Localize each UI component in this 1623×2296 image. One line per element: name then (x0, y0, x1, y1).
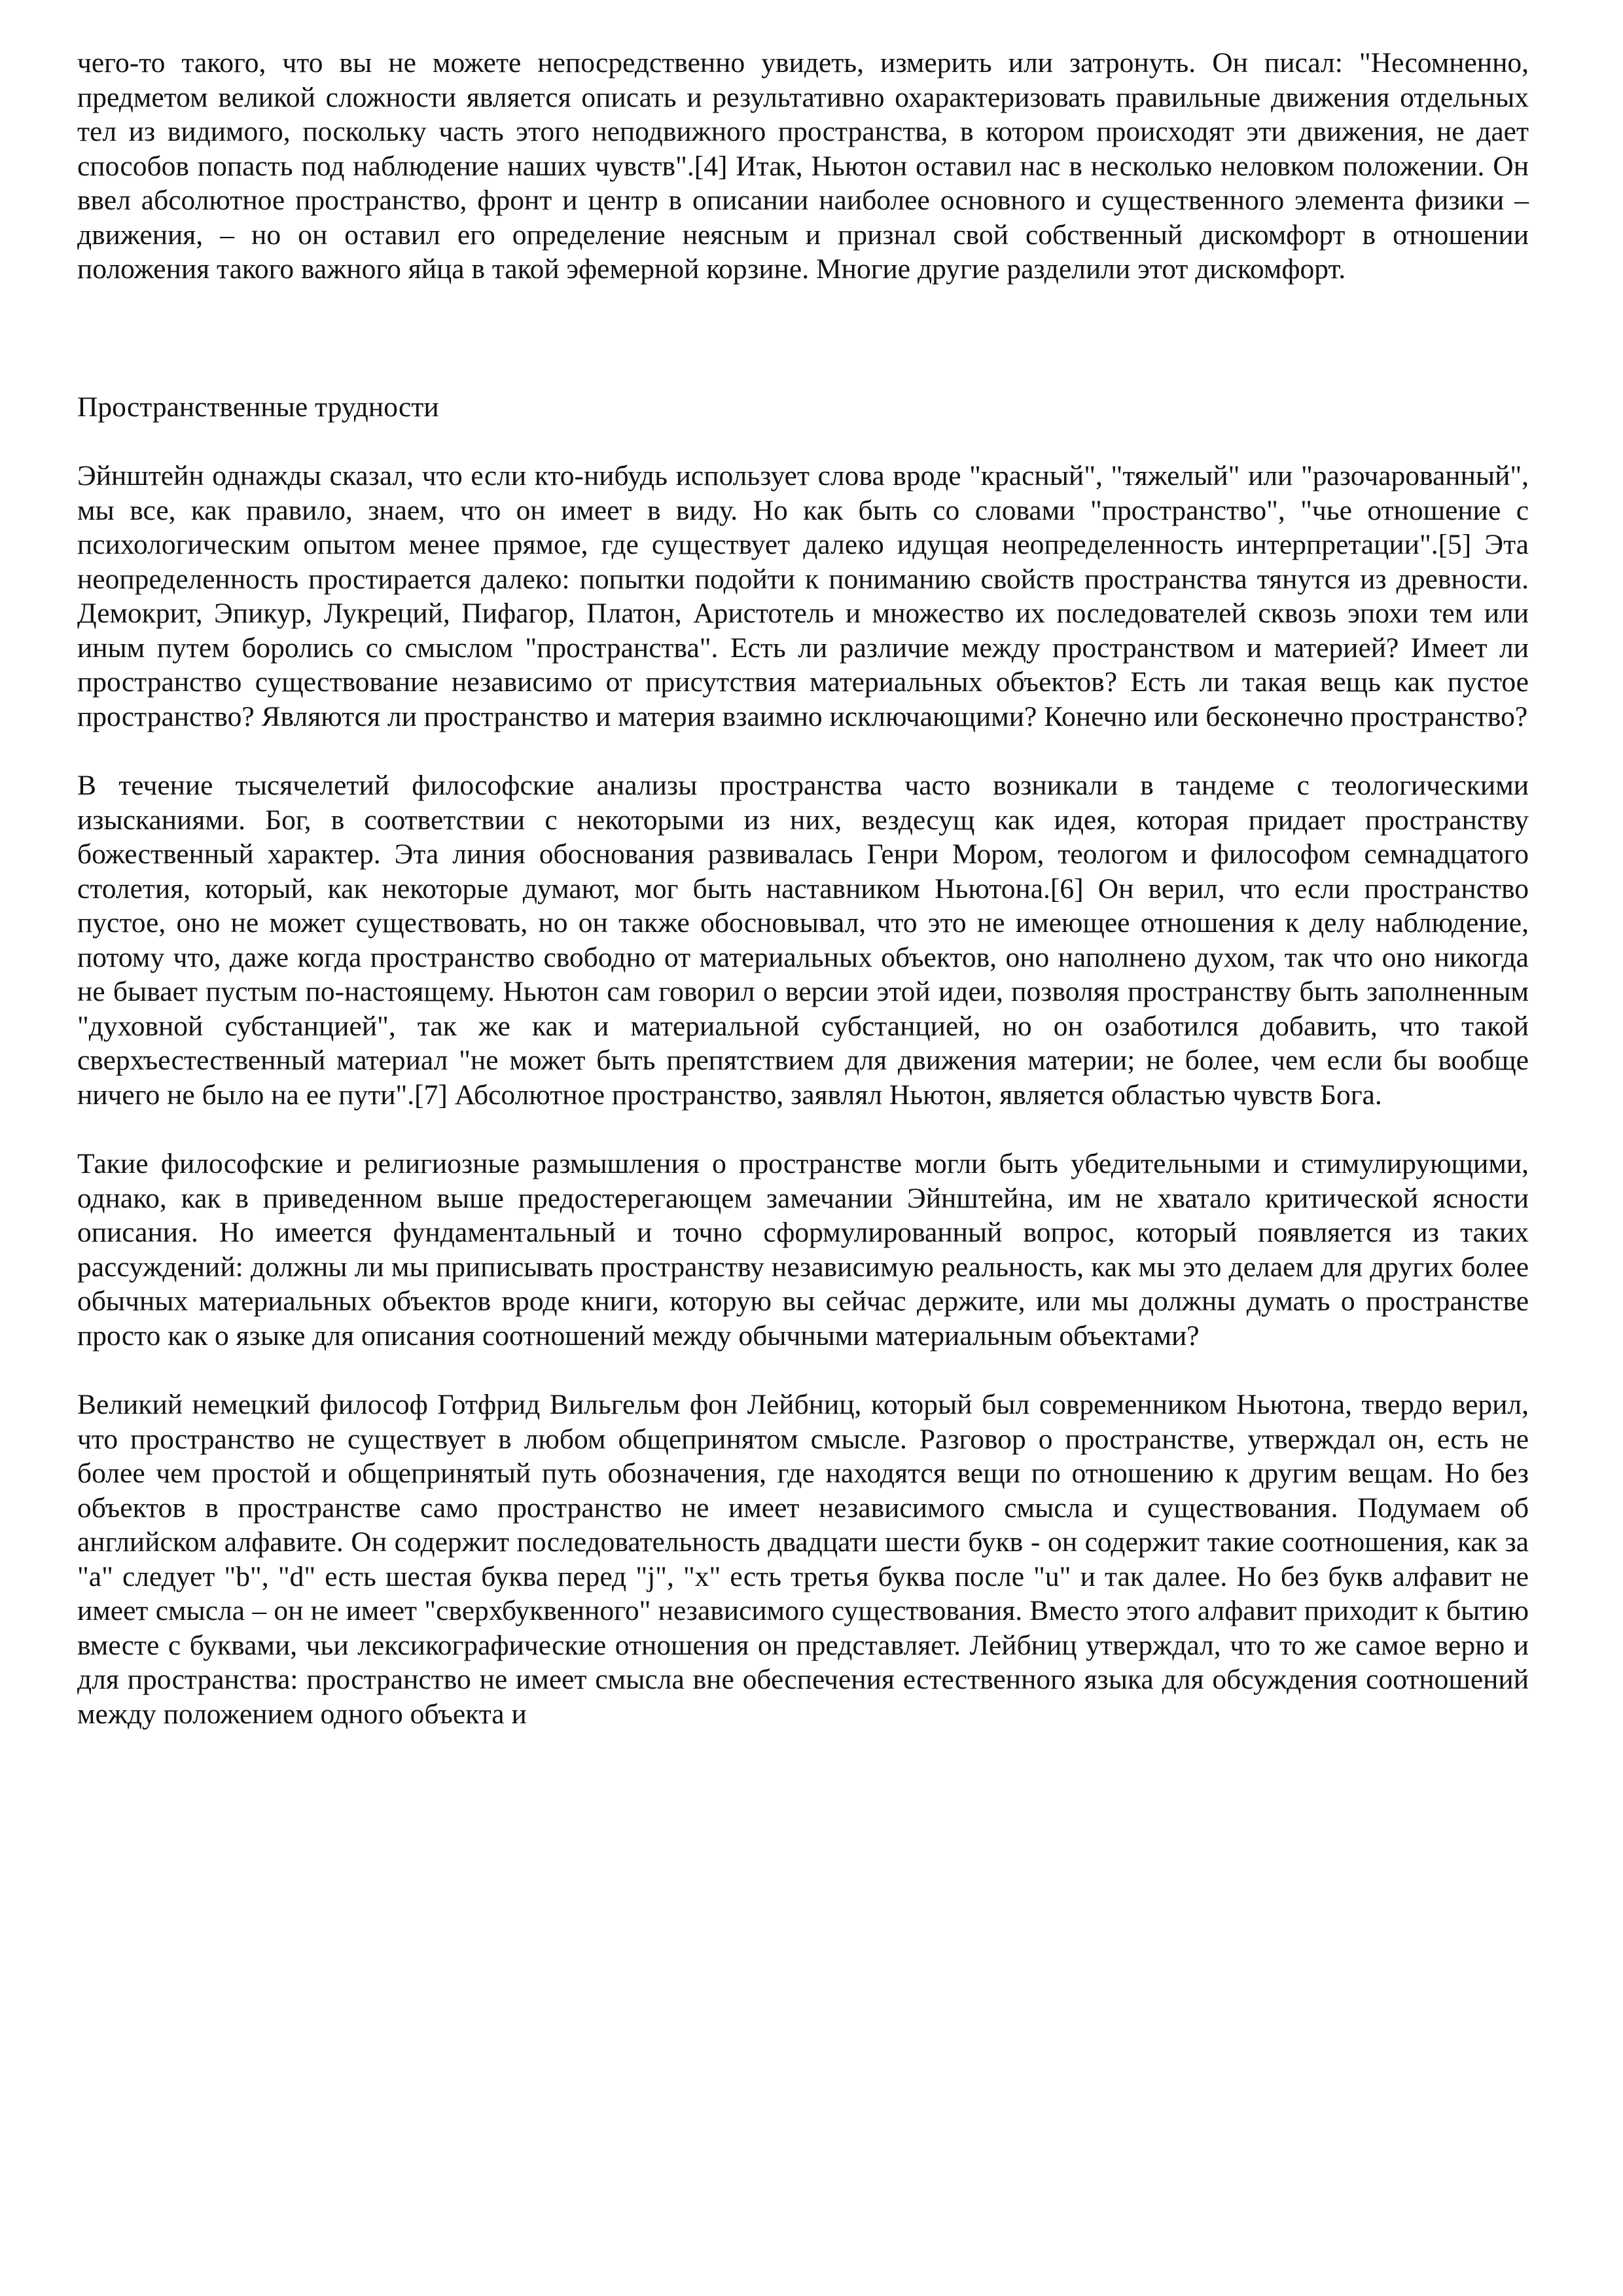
paragraph-3: Такие философские и религиозные размышления о пространстве могли быть убедительными и стимулирующими, однако, как в приведенном выше предостерегающем замечании Эйнштейна, им не хватало критической ясности описания. Но имеется фундаментальный и точно сформулированный вопрос, который появляется из таких рассуждений: должны ли мы приписывать пространству независимую реальность, как мы это делаем для других более обычных материальных объектов вроде книги, которую вы сейчас держите, или мы должны думать о пространстве просто как о языке для описания соотношений между обычными материальным объектами? (77, 1148, 1529, 1352)
paragraph-1: Эйнштейн однажды сказал, что если кто-нибудь использует слова вроде "красный", "тяжелый" или "разочарованный", мы все, как правило, знаем, что он имеет в виду. Но как быть со словами "пространство", "чье отношение с психологическим опытом менее прямое, где существует далеко идущая неопределенность интерпретации".[5] Эта неопределенность простирается далеко: попытки подойти к пониманию свойств пространства тянутся из древности. Демокрит, Эпикур, Лукреций, Пифагор, Платон, Аристотель и множество их последователей сквозь эпохи тем или иным путем боролись со смыслом "пространства". Есть ли различие между пространством и материей? Имеет ли пространство существование независимо от присутствия материальных объектов? Есть ли такая вещь как пустое пространство? Являются ли пространство и материя взаимно исключающими? Конечно или бесконечно пространство? (77, 460, 1529, 732)
document-page (77, 46, 1529, 1731)
section-spacer (77, 287, 1529, 390)
section-heading: Пространственные трудности (77, 391, 439, 423)
paragraph-2: В течение тысячелетий философские анализы пространства часто возникали в тандеме с теологическими изысканиями. Бог, в соответствии с некоторыми из них, вездесущ как идея, которая придает пространству божественный характер. Эта линия обоснования развивалась Генри Мором, теологом и философом семнадцатого столетия, который, как некоторые думают, мог быть наставником Ньютона.[6] Он верил, что если пространство пустое, оно не может существовать, но он также обосновывал, что это не имеющее отношения к делу наблюдение, потому что, даже когда пространство свободно от материальных объектов, оно наполнено духом, так что оно никогда не бывает пустым по-настоящему. Ньютон сам говорил о версии этой идеи, позволяя пространству быть заполненным "духовной субстанцией", так же как и материальной субстанцией, но он озаботился добавить, что такой сверхъестественный материал "не может быть препятствием для движения материи; не более, чем если бы вообще ничего не было на ее пути".[7] Абсолютное пространство, заявлял Ньютон, является областью чувств Бога. (77, 770, 1529, 1111)
paragraph-4: Великий немецкий философ Готфрид Вильгельм фон Лейбниц, который был современником Ньютона, твердо верил, что пространство не существует в любом общепринятом смысле. Разговор о пространстве, утверждал он, есть не более чем простой и общепринятый путь обозначения, где находятся вещи по отношению к другим вещам. Но без объектов в пространстве само пространство не имеет независимого смысла и существования. Подумаем об английском алфавите. Он содержит последовательность двадцати шести букв - он содержит такие соотношения, как за "a" следует "b", "d" есть шестая буква перед "j", "x" есть третья буква после "u" и так далее. Но без букв алфавит не имеет смысла – он не имеет "сверхбуквенного" независимого существования. Вместо этого алфавит приходит к бытию вместе с буквами, чьи лексикографические отношения он представляет. Лейбниц утверждал, что то же самое верно и для пространства: пространство не имеет смысла вне обеспечения естественного языка для обсуждения соотношений между положением одного объекта и (77, 1389, 1529, 1730)
paragraph-top: чего-то такого, что вы не можете непосредственно увидеть, измерить или затронуть. Он писал: "Несомненно, предметом великой сложности является описать и результативно охарактеризовать правильные движения отдельных тел из видимого, поскольку часть этого неподвижного пространства, в котором происходят эти движения, не дает способов попасть под наблюдение наших чувств".[4] Итак, Ньютон оставил нас в несколько неловком положении. Он ввел абсолютное пространство, фронт и центр в описании наиболее основного и существенного элемента физики – движения, – но он оставил его определение неясным и признал свой собственный дискомфорт в отношении положения такого важного яйца в такой эфемерной корзине. Многие другие разделили этот дискомфорт. (77, 47, 1529, 285)
paragraph-spacer (77, 1112, 1529, 1147)
paragraph-spacer (77, 1353, 1529, 1388)
paragraph-spacer (77, 424, 1529, 459)
paragraph-spacer (77, 734, 1529, 768)
